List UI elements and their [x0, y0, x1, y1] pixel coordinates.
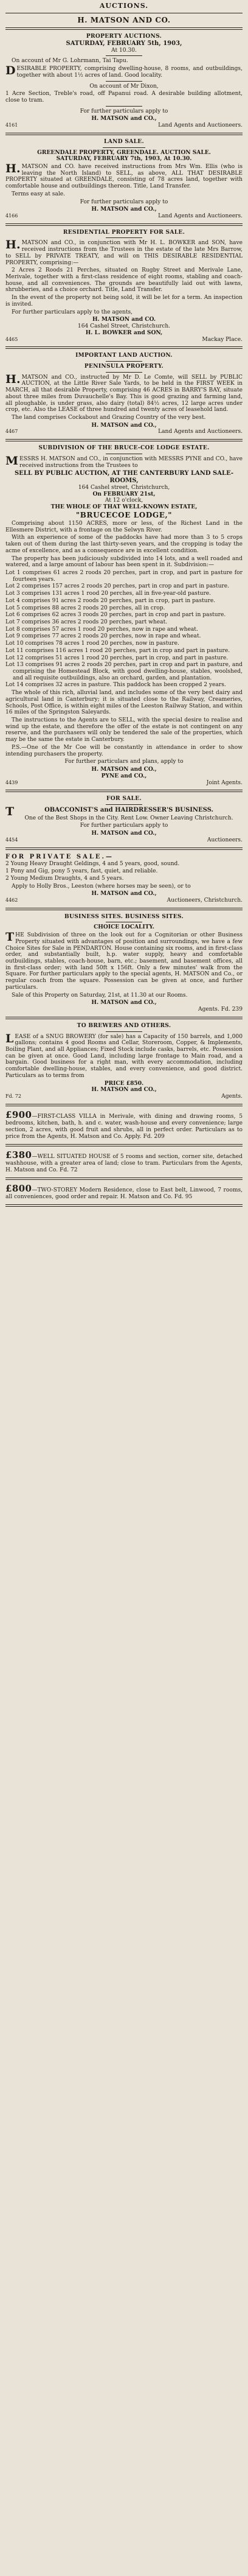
ad-signature: Land Agents and Auctioneers.	[158, 213, 243, 220]
ad-number: 4467	[5, 429, 18, 435]
ad-signature: H. MATSON and CO.,	[91, 206, 157, 213]
ad-signature: H. MATSON and CO.,	[91, 890, 157, 897]
ad-title: LAND SALE.	[104, 138, 144, 145]
lot-item: Lot 12 comprises 51 acres 1 rood 20 perches, part in crop, and part in pasture.	[5, 655, 229, 661]
ad-brewers	[5, 1022, 243, 1101]
ad-paragraph: —WELL SITUATED HOUSE of 5 rooms and section, corner site, detached washhouse, with a greater area of land; close to tram. Particulars from the Agents, H. Matson and Co. Fd. 72	[5, 1153, 243, 1173]
ad-number: 4166	[5, 213, 18, 219]
ad-signature: H. MATSON and CO.,	[91, 766, 157, 773]
lot-item: Lot 7 comprises 36 acres 2 roods 20 perches, part wheat.	[5, 619, 168, 625]
ad-signature: Land Agents and Auctioneers.	[158, 429, 243, 435]
ad-paragraph: Apply to Holly Bros., Leeston (where horses may be seen), or to	[12, 883, 191, 890]
ad-paragraph: DESIRABLE PROPERTY, comprising dwelling-house, 8 rooms, and outbuildings, together with about 1½ acres of land. Good locality.	[5, 64, 243, 79]
ad-private-sale-horses	[5, 853, 243, 905]
ad-paragraph: 2 Young Medium Draughts, 4 and 5 years.	[5, 875, 124, 882]
ad-number: 4439	[5, 779, 18, 785]
lot-item: Lot 5 comprises 88 acres 2 roods 20 perches, all in crop.	[5, 605, 165, 611]
ad-title: IMPORTANT LAND AUCTION.	[75, 352, 173, 359]
ad-villa-merivale	[5, 1109, 243, 1141]
ad-important-land-auction	[5, 352, 243, 436]
ad-paragraph: In the event of the property not being sold, it will be let for a term. An inspection is invited.	[5, 295, 243, 307]
ad-date: SATURDAY, FEBRUARY 5th, 1903,	[66, 40, 182, 47]
lot-item: Lot 2 comprises 157 acres 2 roods 20 perches, part in crop and part in pasture.	[5, 583, 230, 590]
ad-signature: Mackay Place.	[202, 336, 243, 343]
section-heading: AUCTIONS.	[99, 2, 149, 10]
ad-number: 4454	[5, 837, 18, 843]
ad-paragraph: The land comprises Cockabout and Grazing Country of the very best.	[12, 414, 206, 421]
lot-item: Lot 14 comprises 32 acres in pasture. This paddock has been cropped 2 years.	[5, 682, 226, 689]
ad-paragraph: One of the Best Shops in the City. Rent Low. Owner Leaving Christchurch.	[24, 815, 233, 821]
ad-signature: Agents.	[221, 1093, 243, 1100]
lot-item: Lot 3 comprises 131 acres 1 rood 20 perches, all in five-year-old pasture.	[5, 591, 212, 597]
ad-signature: H. MATSON and CO.,	[91, 115, 157, 122]
ad-paragraph: The whole of this rich, alluvial land, and includes some of the very best dairy and agricultural land in Canterbury; it is situated close to the Railway, Creameries, Schools, Post Office, is within eight miles of the Leeston Railway Station, and within 16 miles of the Springston Saleyards.	[5, 690, 243, 716]
ad-business-sites	[5, 913, 243, 1014]
lot-item: Lot 4 comprises 91 acres 2 roods 20 perches, part in crop, part in pasture.	[5, 597, 216, 604]
ad-title: BUSINESS SITES. BUSINESS SITES.	[64, 913, 184, 920]
ad-paragraph: —FIRST-CLASS VILLA in Merivale, with dining and drawing rooms, 5 bedrooms, kitchen, bath, h. and c. water, wash-house and every convenience; large section, 2 acres, with good fruit and shrubs, all in perfect order. Particulars as to price from the Agents, H. Matson and Co. Apply. Fd. 209	[5, 1113, 243, 1140]
lot-item: Lot 10 comprises 78 acres 1 rood 20 perches, now in pasture.	[5, 640, 179, 647]
ad-paragraph: On account of Mr G. Lohrmann, Tai Tapu.	[12, 58, 128, 65]
ad-signature: H. L. BOWKER and SON,	[85, 329, 163, 336]
ad-signature: 164 Cashel Street, Christchurch.	[77, 323, 171, 330]
ad-signature: H. MATSON and CO.,	[91, 421, 157, 429]
ad-for-sale-tobacconist	[5, 795, 243, 844]
ad-signature: Auctioneers, Christchurch.	[167, 897, 243, 904]
ad-signature: Land Agents and Auctioneers.	[158, 122, 243, 129]
lot-item: Lot 11 comprises 116 acres 1 rood 20 perches, part in crop and part in pasture.	[5, 647, 230, 654]
ad-heading: THE WHOLE OF THAT WELL-KNOWN ESTATE,	[50, 504, 198, 511]
ad-land-sale	[5, 138, 243, 220]
ad-paragraph: P.S.—One of the Mr Coe will be constantly in attendance in order to show intending purchasers the property.	[5, 744, 243, 757]
ad-signature: PYNE and CO.,	[101, 772, 147, 779]
ad-paragraph: H.MATSON and CO., in conjunction with Mr H. L. BOWKER and SON, have received instructions from the Trustees in the estate of the late Mrs Barrow, to SELL by PRIVATE TREATY, and will on THIS DESIRABLE RESIDENTIAL PROPERTY, comprising:—	[5, 238, 243, 266]
firm-heading: H. MATSON AND CO.	[77, 15, 171, 24]
ad-paragraph: For further particulars apply to	[80, 198, 168, 205]
ad-paragraph: For further particulars apply to	[80, 823, 168, 829]
estate-name: "BRUCECOE LODGE,"	[75, 510, 173, 519]
lot-list	[5, 570, 243, 689]
ad-paragraph: For further particulars apply to the agents,	[12, 309, 133, 315]
ad-title: FOR SALE.	[106, 795, 142, 802]
ad-signature: H. MATSON and CO.,	[91, 830, 157, 837]
ad-signature: H. MATSON and CO.	[92, 316, 156, 323]
lot-item: Lot 1 comprises 61 acres 2 roods 20 perches, part in crop, and part in pasture for fourteen years.	[5, 569, 243, 583]
ad-paragraph: —TWO-STOREY Modern Residence, close to East belt, Linwood, 7 rooms, all conveniences, good order and repair. H. Matson and Co. Fd. 95	[5, 1187, 243, 1201]
ad-address: 164 Cashel street, Christchurch,	[78, 484, 170, 491]
ad-subtitle: PENINSULA PROPERTY.	[84, 362, 164, 370]
ad-paragraph: H.MATSON and CO., instructed by Mr D. Le Comte, will SELL by PUBLIC AUCTION, at the Little River Sale Yards, to be held in the FIRST WEEK in MARCH, all that desirable Property, comprising 46 ACRES in BARRY'S BAY, situate about three miles from Duvauchelle's Bay. This is good grazing and farming land, all ploughable, is under grass, also dairy (total) 84½ acres, 12 large acres under crop, etc. Also the LEASE of three hundred and twenty acres of leasehold land.	[5, 372, 243, 413]
ad-paragraph: 2 Young Heavy Draught Geldings, 4 and 5 years, good, sound.	[5, 861, 180, 868]
ad-number: 4465	[5, 336, 18, 342]
ad-title: FOR PRIVATE SALE.—	[5, 853, 114, 860]
ad-signature: H. MATSON and CO.,	[91, 999, 157, 1006]
ad-title: TO BREWERS AND OTHERS.	[77, 1022, 171, 1029]
ad-paragraph: 1 Pony and Gig, pony 5 years, fast, quiet, and reliable.	[5, 868, 158, 875]
ad-number: 4462	[5, 897, 18, 904]
ad-paragraph: THE Subdivision of three on the look out for a Cognitorian or other Business Property situated with advantages of position and surroundings, we have a few Choice Sites for Sale in PENDARTON. House containing six rooms, and in first-class order, and substantially built, h.p. water supply, heavy and comfortable outbuildings, stables, coach-house, barn, etc.; basement, and basement offices, all in first-class order; with land 50ft x 156ft. Only a few minutes' walk from the Square. For further particulars apply to the special agents, H. MATSON and Co., or regular coach from the square. Possession can be given at once, and further particulars.	[5, 930, 243, 991]
ad-paragraph: The property has been judiciously subdivided into 14 lots, and a well roaded and watered, and a large amount of labour has been spent in it. Subdivision:—	[5, 555, 243, 569]
ad-house-section	[5, 1149, 243, 1174]
ad-paragraph: Terms easy at sale.	[12, 191, 66, 197]
ad-residential-property	[5, 229, 243, 344]
ad-title: RESIDENTIAL PROPERTY FOR SALE.	[63, 228, 185, 236]
ad-price: £900	[5, 1109, 32, 1120]
ad-paragraph: For further particulars apply to	[80, 108, 168, 114]
ad-price: £800	[5, 1182, 32, 1194]
ad-paragraph: On account of Mr Dixon,	[89, 83, 159, 89]
lot-item: Lot 8 comprises 57 acres 1 rood 20 perches, now in rape and wheat.	[5, 626, 198, 633]
ad-time: At 12 o'clock,	[105, 497, 143, 504]
ad-title: PROPERTY AUCTIONS.	[86, 33, 162, 40]
ad-signature: H. MATSON and CO.,	[91, 1086, 157, 1093]
ad-signature: Joint Agents.	[206, 779, 243, 786]
ad-paragraph: MESSRS H. MATSON and CO., in conjunction with MESSRS PYNE and CO., have received instructions from the Trustees to	[5, 454, 243, 469]
ad-paragraph: Sale of this Property on Saturday, 21st, at 11.30 at our Rooms.	[12, 992, 188, 998]
lot-item: Lot 9 comprises 77 acres 2 roods 20 perches, now in rape and wheat.	[5, 633, 201, 640]
ad-price: £380	[5, 1149, 32, 1160]
ad-paragraph: 1 Acre Section, Treble's road, off Papanui road. A desirable building allotment, close to tram.	[5, 91, 243, 104]
ad-property-auctions	[5, 33, 243, 130]
ad-subtitle: TOBACCONIST'S and HAIRDRESSER'S BUSINESS.	[5, 804, 214, 818]
ad-heading: SELL BY PUBLIC AUCTION, AT THE CANTERBURY LAND SALE-ROOMS,	[14, 470, 234, 485]
ad-signature: Agents. Fd. 239	[198, 1006, 243, 1013]
ad-paragraph: With an experience of some of the paddocks have had more than 3 to 5 crops taken out of them during the last thirty-seven years, and the cropping is today the acme of excellence, and as a consequence are in excellent condition.	[5, 535, 243, 554]
ad-two-storey-residence	[5, 1183, 243, 1201]
ad-brucecoe-lodge-estate	[5, 444, 243, 787]
lot-item: Lot 13 comprises 91 acres 2 roods 20 perches, part in crop and part in pasture, and comprising the Homestead Block, with good dwelling-house, stables, woolshed, and all requisite outbuildings, also an orchard, garden, and plantation.	[5, 662, 243, 681]
ad-date: SATURDAY, FEBRUARY 7th, 1903, At 10.30.	[56, 155, 192, 163]
ad-paragraph: LEASE of a SNUG BROWERY (for sale) has a Capacity of 150 barrels, and 1,000 gallons; contains 4 good Rooms and Cellar, Storeroom, Copper, & Implements, Boiling Plant, and all Appliances; Fixed Stock include casks, barrels, etc. Possession can be given at once. Good Land, including large frontage to Main road, and a bargain. Good business for a right man, with every accommodation, including comfortable dwelling-house, stables, and every convenience, and good district. Particulars as to terms from	[5, 1031, 243, 1079]
ad-paragraph: For further particulars and plans, apply to	[64, 759, 184, 765]
ad-title: SUBDIVISION OF THE BRUCE-COE LODGE ESTATE.	[38, 444, 210, 452]
ad-number: Fd. 72	[5, 1093, 21, 1099]
ad-time: At 10.30.	[111, 47, 137, 54]
ad-subtitle: GREENDALE PROPERTY, GREENDALE. AUCTION SALE.	[37, 149, 211, 156]
lot-item: Lot 6 comprises 62 acres 3 roods 20 perches, part in crop and part in pasture.	[5, 612, 226, 619]
ad-paragraph: 2 Acres 2 Roods 21 Perches, situated on Rugby Street and Merivale Lane, Merivale, together with a first-class residence of eight rooms, stabling and coach-house, and all conveniences. The grounds are beautifully laid out with lawns, shrubberies, and a choice orchard. Title, Land Transfer.	[5, 267, 243, 293]
ad-price: PRICE £850.	[104, 1079, 144, 1087]
ad-signature: Auctioneers.	[207, 837, 243, 843]
ad-paragraph: The instructions to the Agents are to SELL, with the special desire to realise and wind up the estate, and therefore the offer of the estate is not contingent on any reserve, and the purchasers will only be tendered the sale of the properties, which may be the same the estate in Canterbury.	[5, 717, 243, 743]
ad-paragraph: H.MATSON and CO. have received instructions from Mrs Wm. Ellis (who is leaving the North Island) to SELL, as above, ALL THAT DESIRABLE PROPERTY situated at GREENDALE, consisting of 78 acres land, together with comfortable house and outbuildings thereon. Title, Land Transfer.	[5, 161, 243, 190]
ad-subtitle: CHOICE LOCALITY.	[94, 924, 154, 931]
ad-paragraph: Comprising about 1150 ACRES, more or less, of the Richest Land in the Ellesmere District, with a frontage on the Selwyn River.	[5, 520, 243, 533]
ad-date: On FEBRUARY 21st,	[92, 490, 156, 497]
ad-number: 4161	[5, 122, 18, 128]
